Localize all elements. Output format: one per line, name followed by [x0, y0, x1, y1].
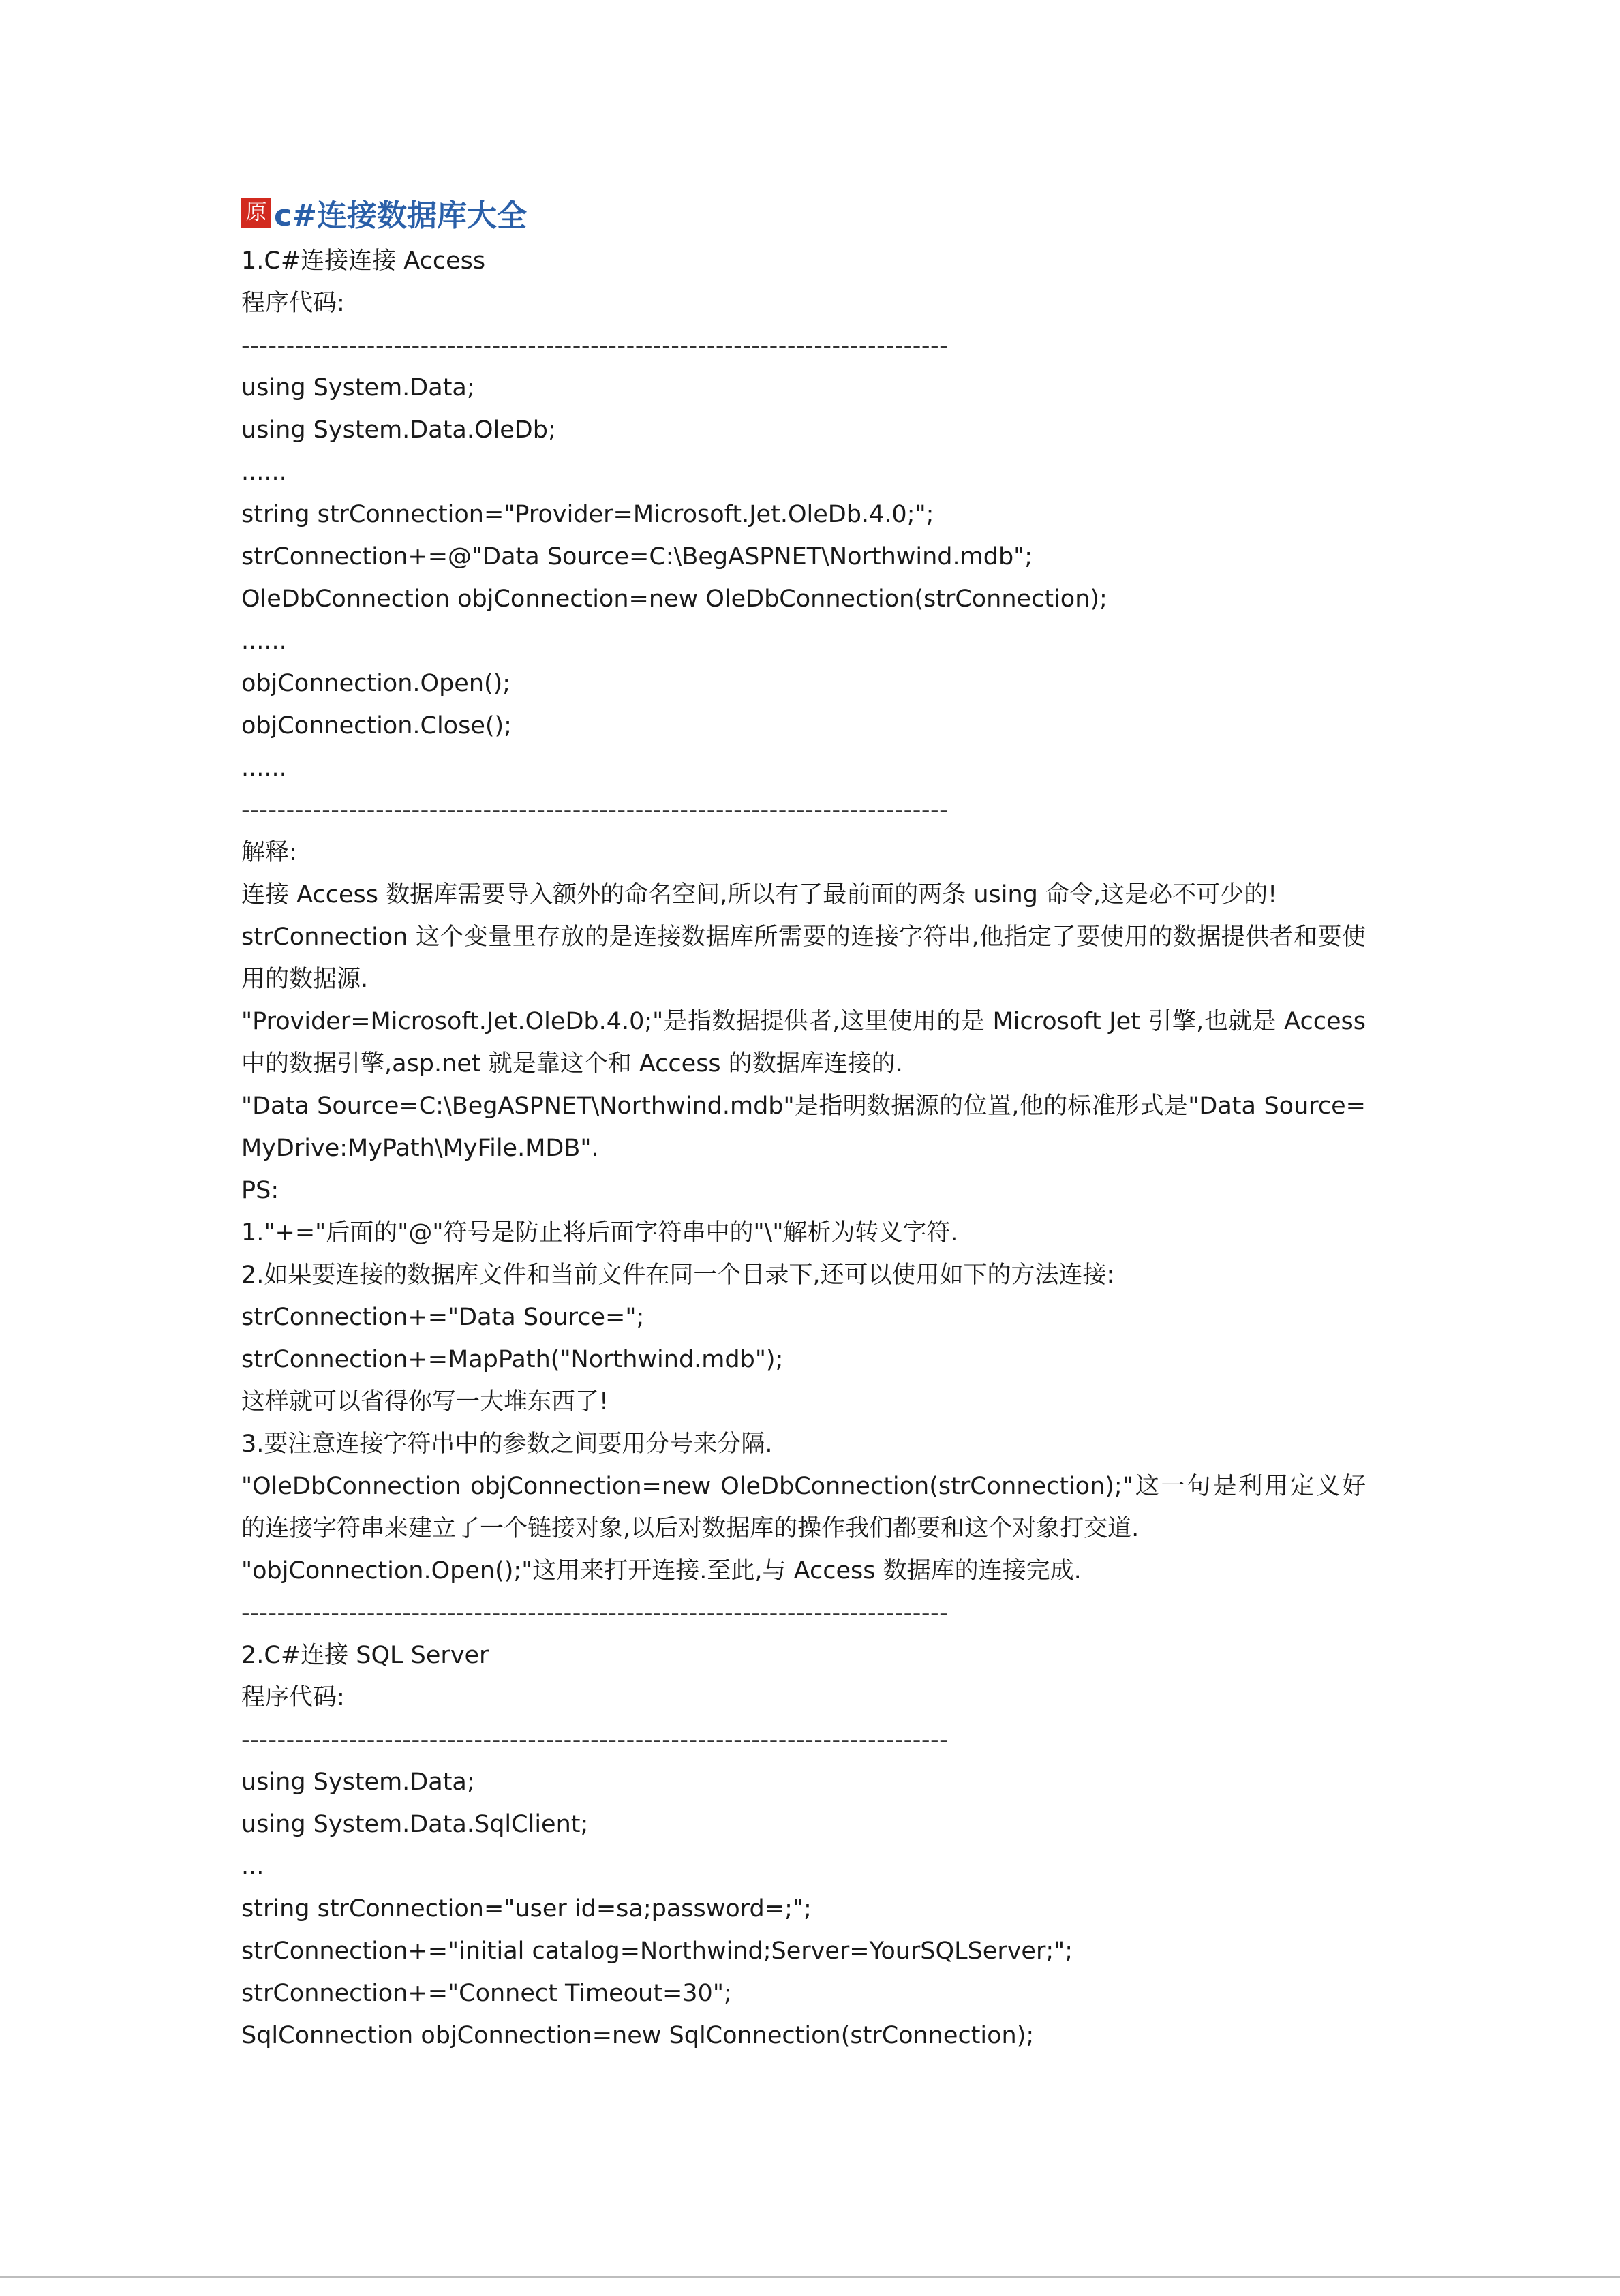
- text-line: strConnection+=@"Data Source=C:\BegASPNET\Northwind.mdb";: [241, 543, 1033, 570]
- text-line: string strConnection="user id=sa;password=;";: [241, 1895, 812, 1923]
- text-line: PS:: [241, 1177, 279, 1204]
- text-paragraph: "Data Source=C:\BegASPNET\Northwind.mdb"是指明数据源的位置,他的标准形式是"Data Source=MyDrive:MyPath\MyFile.MDB".: [241, 1092, 1366, 1162]
- text-line: 程序代码:: [241, 290, 345, 317]
- text-line: strConnection+="Connect Timeout=30";: [241, 1980, 732, 2007]
- page-bottom-divider: [0, 2276, 1620, 2278]
- text-line: objConnection.Open();: [241, 670, 511, 697]
- text-paragraph: "Provider=Microsoft.Jet.OleDb.4.0;"是指数据提供者,这里使用的是 Microsoft Jet 引擎,也就是 Access 中的数据引擎,asp.net 就是靠这个和 Access 的数据库连接的.: [241, 1008, 1366, 1077]
- text-line: using System.Data.OleDb;: [241, 416, 556, 444]
- text-line: strConnection+=MapPath("Northwind.mdb");: [241, 1346, 784, 1373]
- text-line: 1.C#连接连接 Access: [241, 247, 486, 275]
- text-line: 这样就可以省得你写一大堆东西了!: [241, 1388, 609, 1415]
- document-title: c#连接数据库大全: [274, 198, 527, 233]
- text-line: 连接 Access 数据库需要导入额外的命名空间,所以有了最前面的两条 using 命令,这是必不可少的!: [241, 881, 1278, 908]
- text-line: using System.Data;: [241, 374, 475, 401]
- text-line: 解释:: [241, 839, 297, 866]
- text-line: using System.Data;: [241, 1769, 475, 1796]
- text-line: 3.要注意连接字符串中的参数之间要用分号来分隔.: [241, 1430, 773, 1458]
- text-line: 程序代码:: [241, 1684, 345, 1711]
- text-line: 2.如果要连接的数据库文件和当前文件在同一个目录下,还可以使用如下的方法连接:: [241, 1261, 1115, 1289]
- document-page: [241, 188, 1366, 2057]
- separator-line: -------------------------------------------------------------------------------: [241, 1726, 949, 1754]
- text-line: 2.C#连接 SQL Server: [241, 1642, 489, 1669]
- document-content: [241, 240, 1366, 2057]
- text-line: "objConnection.Open();"这用来打开连接.至此,与 Access 数据库的连接完成.: [241, 1557, 1082, 1585]
- separator-line: -------------------------------------------------------------------------------: [241, 1599, 949, 1627]
- separator-line: -------------------------------------------------------------------------------: [241, 332, 949, 359]
- text-line: strConnection+="initial catalog=Northwind;Server=YourSQLServer;";: [241, 1938, 1073, 1965]
- text-line: ......: [241, 459, 287, 486]
- text-line: OleDbConnection objConnection=new OleDbConnection(strConnection);: [241, 585, 1107, 613]
- text-line: SqlConnection objConnection=new SqlConnection(strConnection);: [241, 2022, 1035, 2049]
- text-line: ...: [241, 1853, 264, 1880]
- text-line: objConnection.Close();: [241, 712, 512, 739]
- text-line: strConnection+="Data Source=";: [241, 1304, 645, 1331]
- text-line: 1."+="后面的"@"符号是防止将后面字符串中的"\"解析为转义字符.: [241, 1219, 958, 1246]
- text-paragraph: strConnection 这个变量里存放的是连接数据库所需要的连接字符串,他指定了要使用的数据提供者和要使用的数据源.: [241, 923, 1366, 993]
- title-row: [241, 188, 1366, 237]
- original-badge-icon: 原: [241, 198, 271, 228]
- text-line: ......: [241, 628, 287, 655]
- text-paragraph: "OleDbConnection objConnection=new OleDbConnection(strConnection);"这一句是利用定义好的连接字符串来建立了一个链接对象,以后对数据库的操作我们都要和这个对象打交道.: [241, 1473, 1366, 1542]
- text-line: ......: [241, 754, 287, 782]
- text-line: string strConnection="Provider=Microsoft.Jet.OleDb.4.0;";: [241, 501, 934, 528]
- text-line: using System.Data.SqlClient;: [241, 1811, 589, 1838]
- separator-line: -------------------------------------------------------------------------------: [241, 797, 949, 824]
